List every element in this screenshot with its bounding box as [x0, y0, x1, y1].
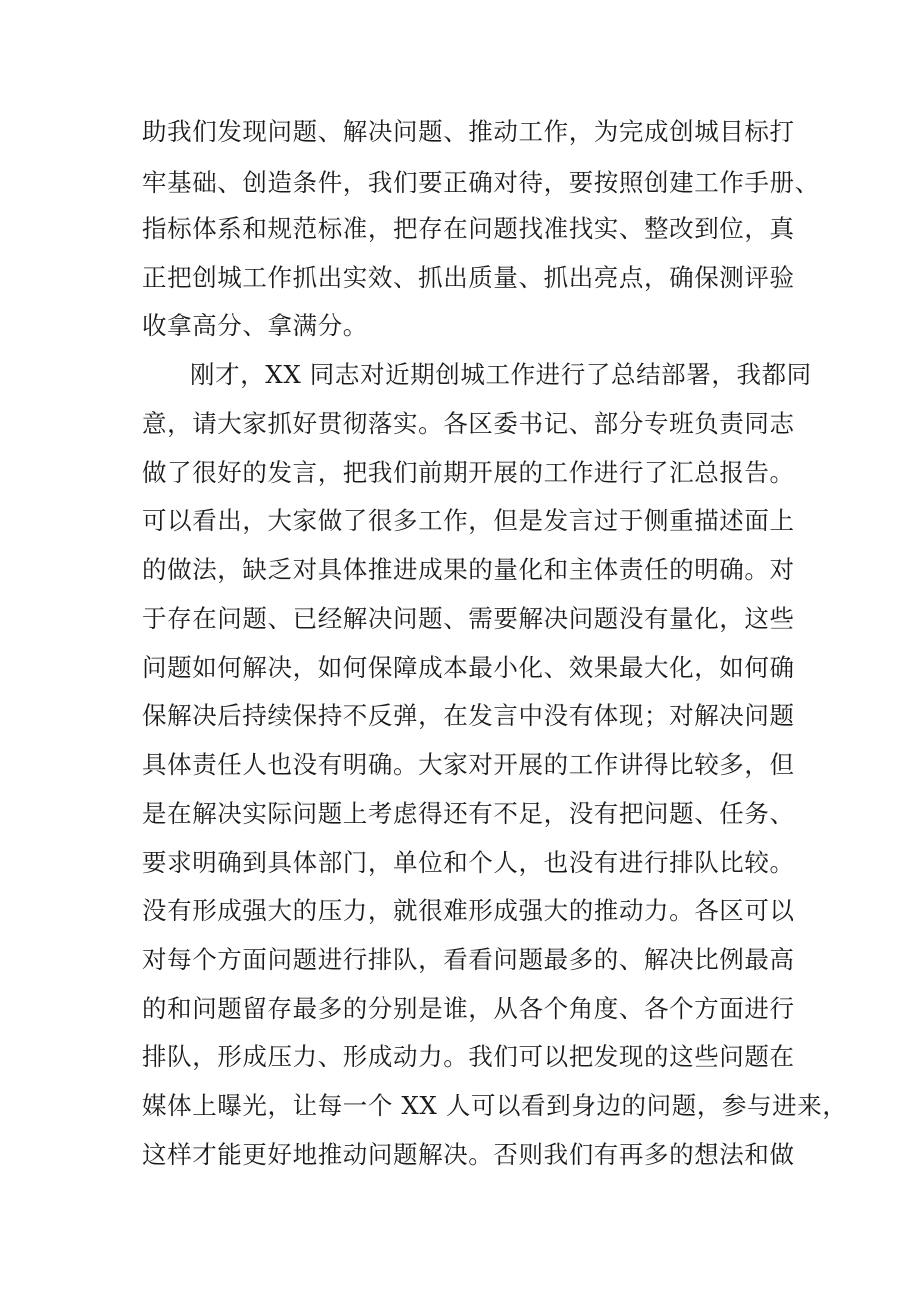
text-line: 媒体上曝光，让每一个 XX 人可以看到身边的问题，参与进来，	[142, 1091, 848, 1120]
text-line: 收拿高分、拿满分。	[142, 311, 368, 340]
text-line: 排队，形成压力、形成动力。我们可以把发现的这些问题在	[142, 1042, 795, 1071]
text-line: 做了很好的发言，把我们前期开展的工作进行了汇总报告。	[142, 458, 795, 487]
text-line: 指标体系和规范标准，把存在问题找准找实、整改到位，真	[142, 214, 795, 243]
text-line: 正把创城工作抓出实效、抓出质量、抓出亮点，确保测评验	[142, 263, 795, 292]
text-line: 要求明确到具体部门，单位和个人，也没有进行排队比较。	[142, 848, 795, 877]
text-line: 问题如何解决，如何保障成本最小化、效果最大化，如何确	[142, 653, 795, 682]
text-line: 意，请大家抓好贯彻落实。各区委书记、部分专班负责同志	[142, 409, 795, 438]
paragraph-first-line: 刚才，XX 同志对近期创城工作进行了总结部署，我都同	[190, 360, 812, 389]
text-line: 这样才能更好地推动问题解决。否则我们有再多的想法和做	[142, 1140, 795, 1169]
text-line: 没有形成强大的压力，就很难形成强大的推动力。各区可以	[142, 896, 795, 925]
text-line: 可以看出，大家做了很多工作，但是发言过于侧重描述面上	[142, 506, 795, 535]
text-line: 具体责任人也没有明确。大家对开展的工作讲得比较多，但	[142, 750, 795, 779]
text-line: 对每个方面问题进行排队，看看问题最多的、解决比例最高	[142, 945, 795, 974]
text-line: 牢基础、创造条件，我们要正确对待，要按照创建工作手册、	[142, 168, 820, 197]
text-line: 的和问题留存最多的分别是谁，从各个角度、各个方面进行	[142, 994, 795, 1023]
text-line: 是在解决实际问题上考虑得还有不足，没有把问题、任务、	[142, 799, 795, 828]
text-line: 于存在问题、已经解决问题、需要解决问题没有量化，这些	[142, 604, 795, 633]
text-line: 的做法，缺乏对具体推进成果的量化和主体责任的明确。对	[142, 555, 795, 584]
text-line: 助我们发现问题、解决问题、推动工作，为完成创城目标打	[142, 117, 795, 146]
text-line: 保解决后持续保持不反弹，在发言中没有体现；对解决问题	[142, 701, 795, 730]
